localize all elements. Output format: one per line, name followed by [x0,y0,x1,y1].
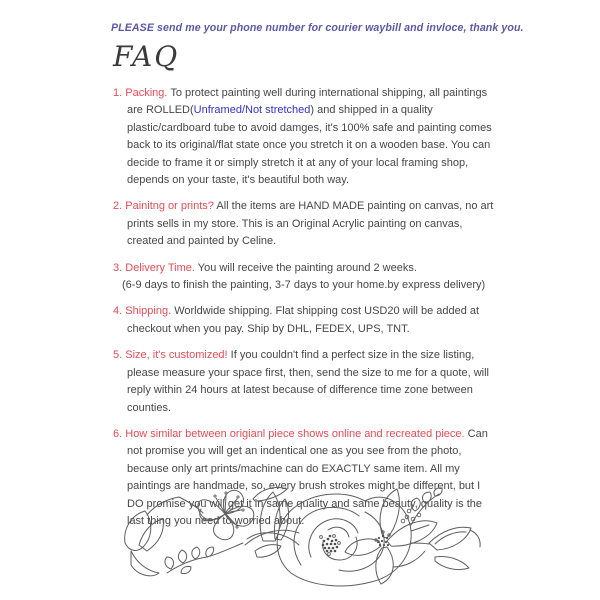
faq-item-number: 2. [113,200,123,213]
faq-item-delivery-time [113,260,496,295]
tulip-bud-left [125,497,203,576]
faq-item-size-customized [113,347,496,417]
faq-item-text: Worldwide shipping. Flat shipping cost USD20 will be added at checkout when you pay. Ship by DHL, FEDEX, UPS, TNT. [127,305,480,335]
faq-item-painting-or-prints [113,198,496,250]
floral-line-art-sketch [95,481,495,596]
faq-item-text: To protect painting well during international shipping, all paintings are ROLLED( [127,87,488,117]
leaf-sprig [165,543,243,574]
faq-item-number: 5. [113,349,123,362]
faq-item-number: 6. [113,427,123,440]
wild-rose-flower [198,490,254,539]
faq-item-text: If you couldn't find a perfect size in the size listing, please measure your space first, then, send the size to me for a quote, will reply within 24 hours at latest because of difference time zone between counties. [127,349,489,414]
delivery-time-note: (6-9 days to finish the painting, 3-7 days to your home.by express delivery) [122,279,486,292]
faq-item-text: ) and shipped in a quality plastic/cardboard tube to avoid damges, it's 100% safe and painting comes back to its original/flat state once you stretch it on a wooden base. You can decide to frame it or simply stretch it at any of your local framing shop, depends on your taste, it's beautiful both way. [127,104,492,187]
faq-item-number: 4. [113,305,123,318]
page-title: FAQ [113,40,180,73]
faq-item-label: Packing. [125,87,168,99]
faq-item-label: Shipping. [125,305,172,318]
faq-item-text: Can not promise you will get an indentical one as you see from the photo, because only art prints/machine can do EXACTLY same item. All my paintings are handmade, so, every brush strokes might be different, but I DO promise you will get it in same quality and same beauty, quality is the last thing you need to worried about. [127,427,488,527]
faq-item-label: How similar between origianl piece shows online and recreated piece. [125,427,465,440]
unframed-highlight-text: Unframed/Not stretched [193,104,311,117]
faq-item-shipping [113,303,496,338]
faq-item-number: 3. [113,261,123,274]
big-rose-flower [277,494,411,586]
crocus-buds [245,487,299,557]
faq-item-text: All the items are HAND MADE painting on canvas, no art prints sells in my store. This is an Original Acrylic painting on canvas, created and painted by Celine. [127,200,494,248]
seller-notice-text: PLEASE send me your phone number for courier waybill and invloce, thank you. [111,22,524,34]
faq-item-label: Painitng or prints? [125,200,214,213]
faq-item-label: Delivery Time. [125,261,195,274]
faq-item-label: Size, it's customized! [125,349,228,362]
faq-item-number: 1. [113,87,123,99]
faq-item-text: You will receive the painting around 2 weeks. [197,261,417,274]
faq-item-packing [113,85,496,189]
faq-list [113,85,496,539]
magnolia-bud-right [393,527,480,569]
